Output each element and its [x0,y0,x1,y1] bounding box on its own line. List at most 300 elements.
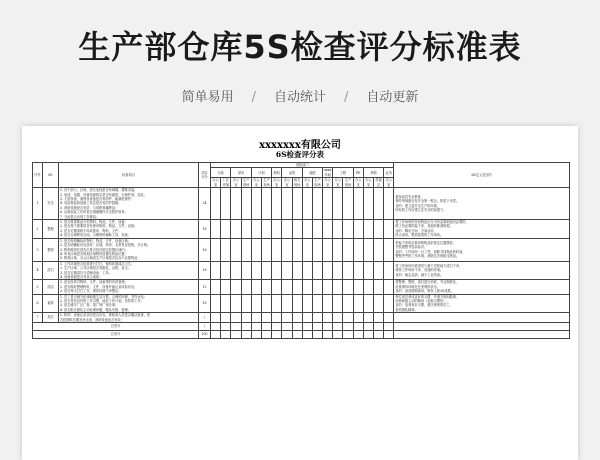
score-cell [353,280,363,294]
item-line: 3. 是否每天打扫工作，保持环境干净整洁； [60,289,122,294]
table-row [33,238,570,261]
row-seq: 3 [33,238,43,261]
item-line: 4. 是否合理利用空间，合理使用辅助工具，设备； [60,233,131,238]
score-cell [221,323,231,331]
table-row [33,188,570,220]
score-cell [323,294,333,313]
row-seq: 6 [33,294,43,313]
table-row [33,261,570,280]
sub-column-header: 办公室 [304,178,311,187]
score-cell [353,238,363,261]
sub-column-header: 生产现场 [242,178,250,187]
score-cell [343,280,353,294]
row-items [59,188,199,220]
item-line: 1. 是否经常对物料，文件，设备等的有效管理； [60,280,128,285]
full-score-row [33,331,570,339]
score-cell [292,331,302,339]
score-cell [374,294,384,313]
item-line: 5. 物料区域、办公区域或生产区域是否包含不必要物品； [60,256,141,261]
definition-line: 并放置整齐加以标识。 [395,245,428,250]
score-cell [261,261,271,280]
score-cell [241,261,251,280]
score-cell [231,280,241,294]
score-cell [363,294,373,313]
score-cell [302,261,312,280]
item-line: 3. 大型设备，测度设设备是否有防护、能最电保护； [60,197,135,202]
score-cell [211,220,221,239]
item-line: 2. 电线、电器、设备电源线实是否有破损，无保护套，杂乱； [60,192,147,197]
score-cell [374,261,384,280]
row-category: 整理 [43,220,59,239]
score-cell [363,331,373,339]
row-items [59,261,199,280]
item-line: 1. 工作环境是否经常进行打扫，保持环境清洁卫生； [60,261,135,266]
score-cell [333,323,343,331]
sub-column-header: 厂区环境 [222,178,229,187]
table-row [33,313,570,323]
score-cell [384,220,394,239]
score-cell [272,188,282,220]
score-cell [282,294,292,313]
row-score: 16 [199,238,211,261]
score-cell [384,280,394,294]
definition-line: 将整理、整顿、清扫进行到底，并且制度化， [395,280,460,285]
score-cell [333,280,343,294]
item-line: 4. 设备表面是否有灰尘油垢； [60,274,103,279]
score-cell [353,188,363,220]
total-row [33,323,570,331]
row-items [59,220,199,239]
definition-cell [394,331,569,339]
score-cell [302,238,312,261]
score-cell [221,261,231,280]
total-row-score: / [199,323,211,331]
feature-list [0,86,600,105]
score-cell [353,220,363,239]
row-items [59,280,199,294]
dept-header: PE [353,168,363,178]
score-cell [282,238,292,261]
score-cell [231,261,241,280]
score-cell [312,261,322,280]
table-row [33,220,570,239]
score-cell [261,280,271,294]
score-cell [384,323,394,331]
item-line: 3. 物料做到先进先出是否放在固定放置区域内； [60,247,128,252]
header-dept-group: 受检部门 [211,163,394,168]
score-cell [251,188,261,220]
row-category: 清洁 [43,280,59,294]
sub-column-header: 办公室 [232,178,240,187]
score-cell [282,220,292,239]
score-cell [261,238,271,261]
row-definition [394,188,569,220]
score-cell [384,261,394,280]
score-cell [384,313,394,323]
score-cell [312,280,322,294]
score-cell [363,188,373,220]
score-cell [384,331,394,339]
row-items [59,313,199,323]
header-items: 检查项目 [59,163,199,188]
item-line: 2. 是否明确标识存放有：区域，库房，无常见存放物，多合格； [60,243,151,248]
score-cell [282,261,292,280]
sub-column-header: 办公室 [355,178,362,187]
row-score: 16 [199,261,211,280]
score-cell [343,220,353,239]
row-category: 安全 [43,188,59,220]
score-cell [241,294,251,313]
row-category: 清扫 [43,261,59,280]
sub-column-header: 办公室 [283,178,291,187]
score-cell [251,331,261,339]
score-cell [312,220,322,239]
score-cell [272,261,282,280]
score-cell [272,280,282,294]
header-definition: 6S定义及目的 [394,163,569,188]
definition-line: 将工作场所的任何物品区分为有必要和没有必要的， [395,220,469,225]
definition-line: 营造团队精神。 [395,307,418,312]
score-cell [363,261,373,280]
score-cell [241,313,251,323]
row-items [59,294,199,313]
row-definition [394,238,569,261]
score-cell [231,188,241,220]
score-cell [312,238,322,261]
score-cell [333,331,343,339]
definition-line: 除了有必要的留下来，其他的都消除掉。 [395,224,453,229]
score-cell [312,331,322,339]
score-cell [312,313,322,323]
definition-line: 防止误用，塑造清爽的工作场所。 [395,233,444,238]
score-cell [384,238,394,261]
score-cell [211,261,221,280]
definition-line: 目的：培养有好习惯，遵守规则的员工， [395,303,453,308]
score-cell [374,323,384,331]
score-cell [221,220,231,239]
score-cell [231,294,241,313]
sub-column-header: 办公室 [212,178,219,187]
score-cell [261,220,271,239]
score-cell [211,294,221,313]
score-cell [261,331,271,339]
score-cell [211,313,221,323]
row-score: 16 [199,220,211,239]
row-score: 12 [199,280,211,294]
full-score-row-score: 100 [199,331,211,339]
score-cell [261,188,271,220]
score-cell [333,220,343,239]
dept-header: 计划 [251,168,271,178]
score-cell [292,323,302,331]
sub-column-header: 办公室 [273,178,280,187]
score-cell [353,331,363,339]
score-cell [292,313,302,323]
feature-easy: 简单易用 [181,90,234,105]
score-cell [374,280,384,294]
definition-line: 目的：工作场所一目了然，消除寻找物品的时间， [395,249,466,254]
row-category: 其它 [43,313,59,323]
score-cell [323,331,333,339]
spreadsheet-preview [22,126,578,460]
score-cell [292,294,302,313]
score-cell [312,188,322,220]
score-cell [241,188,251,220]
score-cell [343,261,353,280]
score-cell [241,331,251,339]
definition-line: 目的：腾出空间，空间活用， [395,228,437,233]
sub-column-header: 生产现场 [314,178,321,187]
score-cell [363,323,373,331]
score-cell [302,280,312,294]
score-cell [221,280,231,294]
item-line: 7. 当闲是否出现工伤事故； [60,214,100,219]
score-cell [333,313,343,323]
row-definition [394,220,569,239]
score-cell [231,323,241,331]
definition-line: 把留下来的必要用的物品依规定位置摆放， [395,240,456,245]
item-line: 否按照时后增发补正表，消防设备是否有效； [60,317,124,322]
score-cell [261,323,271,331]
sub-column-header: 办公室 [385,178,392,187]
score-cell [374,313,384,323]
score-cell [241,280,251,294]
score-cell [343,238,353,261]
feature-auto-stats: 自动统计 [273,90,326,105]
score-cell [302,220,312,239]
total-row-label: 总得分 [33,323,199,331]
company-name: xxxxxxx有限公司 [259,140,341,151]
score-cell [312,294,322,313]
score-cell [211,188,221,220]
page-title: 生产部仓库5S检查评分标准表 [78,28,522,66]
definition-line: 所有的工作应建立在安全的前提下。 [395,208,447,213]
score-cell [282,280,292,294]
score-cell [333,294,343,313]
header-row-group [33,163,570,168]
definition-line: 保持工作场所干净、亮丽的环境。 [395,268,444,273]
score-cell [333,238,343,261]
definition-cell [394,323,569,331]
score-cell [333,261,343,280]
score-cell [221,313,231,323]
score-cell [302,188,312,220]
sub-column-header: 办公室 [324,178,331,187]
dept-header: 采购 [363,168,383,178]
score-cell [211,323,221,331]
score-cell [251,238,261,261]
header-seq: 序号 [33,163,43,188]
score-cell [261,313,271,323]
score-cell [251,280,261,294]
score-cell [251,261,261,280]
score-cell [272,331,282,339]
score-cell [302,313,312,323]
row-definition [394,294,569,313]
score-table [32,162,570,339]
definition-line: 目的：稳定品质，减少工业伤害。 [395,272,444,277]
score-cell [241,323,251,331]
header-score: 项目评分 [199,163,211,188]
score-cell [221,294,231,313]
item-line: 5. 消防设施是否有效、与易燃易爆物品； [60,205,119,210]
sub-column-header: 生产现场 [263,178,270,187]
row-definition [394,261,569,280]
score-cell [323,261,333,280]
score-cell [231,220,241,239]
score-cell [363,238,373,261]
row-category: 整顿 [43,238,59,261]
score-cell [211,238,221,261]
dept-header: 品管 [282,168,302,178]
score-cell [251,323,261,331]
dept-header: 财务 [231,168,251,178]
score-cell [353,294,363,313]
definition-line: 每时每刻都在有安全第一观念，防患于未然。 [395,199,460,204]
sub-column-header: 办公室 [253,178,260,187]
item-line: 2. 是否具有良好的工作习惯，能好工作计划，有效的工作； [60,298,144,303]
score-cell [323,323,333,331]
row-score: 16 [199,294,211,313]
score-cell [343,188,353,220]
header-category: 6S [43,163,59,188]
score-cell [231,331,241,339]
score-cell [343,323,353,331]
sheet-subtitle: 6S检查评分表 [275,150,325,159]
score-cell [282,188,292,220]
score-cell [363,313,373,323]
row-score: / [199,313,211,323]
row-seq: 7 [33,313,43,323]
item-line: 1. 各个部门，区域、部位电线是否有绑缠，摸要求接； [60,188,138,193]
item-line: 4. 是否配合团队主动处理问题，服从安排，管理； [60,307,131,312]
score-cell [241,220,251,239]
score-cell [343,331,353,339]
score-cell [353,261,363,280]
dept-header: 物料 [272,168,282,178]
definition-line: 每位成员养成良好的习惯，并遵守规则做事， [395,294,460,299]
score-cell [302,323,312,331]
item-line: 1. 员工是否遵守纪律积极生活习惯，合理的用餐，节约水电； [60,294,147,299]
separator: / [251,90,256,105]
score-cell [251,220,261,239]
score-cell [221,188,231,220]
score-cell [241,238,251,261]
score-cell [272,220,282,239]
definition-line: 目的：建立起安全生产的环境， [395,203,440,208]
definition-line: 整整齐齐的工作环境，消除过多的积压物品。 [395,254,460,259]
dept-header: 行政 [211,168,231,178]
score-cell [292,280,302,294]
score-cell [374,331,384,339]
score-cell [363,280,373,294]
score-cell [211,331,221,339]
score-cell [261,294,271,313]
score-cell [251,313,261,323]
sub-column-header: 办公室 [365,178,372,187]
item-line: 3. 是否定期清扫与清理设备，工具； [60,270,112,275]
score-cell [384,294,394,313]
definition-line: 重视成员安全教育， [395,194,425,199]
score-cell [374,220,384,239]
item-line: 1. 防汛：设备记录状况是否存在，被检查人员是否服从检查，是 [60,313,151,318]
score-cell [333,188,343,220]
item-line: 6. 从事危险工作时是否遵循操作安全防护用具； [60,210,128,215]
score-cell [323,220,333,239]
score-cell [323,238,333,261]
sub-column-header: 生产现场 [344,178,352,187]
item-line: 2. 生产区域、公共区域是否有脏乱，杂物，灰尘； [60,266,131,271]
score-cell [343,294,353,313]
score-cell [323,280,333,294]
separator: / [344,90,349,105]
score-cell [292,261,302,280]
score-cell [384,188,394,220]
score-cell [292,220,302,239]
score-cell [374,238,384,261]
row-seq: 4 [33,261,43,280]
score-cell [302,331,312,339]
dept-header: 业务 [384,168,394,178]
score-cell [221,331,231,339]
score-cell [282,331,292,339]
item-line: 2. 是否将不需要的各有使用物料，物品，文件，设备； [60,224,138,229]
row-seq: 5 [33,280,43,294]
item-line: 3. 是否定期清除不用或废弃，物料，文件； [60,228,122,233]
row-score: 24 [199,188,211,220]
score-cell [282,313,292,323]
score-cell [272,238,282,261]
score-cell [231,313,241,323]
sub-column-header: 办公室 [334,178,342,187]
score-cell [312,323,322,331]
definition-line: 培养积极主动的精神（也称习惯性）。 [395,298,450,303]
item-line: 1. 是否将需要品分类物料，物品，文件，设备； [60,220,128,225]
dept-header: 装配 [302,168,322,178]
item-line: 4. 所有区域是否规划区域物料放置处物品位置； [60,251,128,256]
score-cell [221,238,231,261]
feature-auto-update: 自动更新 [366,90,419,105]
table-row [33,294,570,313]
score-cell [353,323,363,331]
item-line: 1. 是否有明确标识物料，物品，文件，设备区域； [60,238,131,243]
score-cell [272,294,282,313]
item-line: 3. 是否遵守厂区厂规，按厂规厂规办事； [60,303,119,308]
row-items [59,238,199,261]
score-cell [211,280,221,294]
score-cell [343,313,353,323]
sub-column-header: 样板区 [375,178,382,187]
row-category: 素养 [43,294,59,313]
full-score-row-label: 总得分 [33,331,199,339]
score-cell [231,238,241,261]
row-seq: 1 [33,188,43,220]
score-cell [282,323,292,331]
score-cell [272,313,282,323]
score-cell [323,313,333,323]
row-definition [394,313,569,323]
definition-line: 经常保持环境处在美观的状态。 [395,284,440,289]
score-cell [302,294,312,313]
score-cell [363,220,373,239]
score-cell [323,188,333,220]
row-definition [394,280,569,294]
score-cell [272,323,282,331]
definition-line: 将工作场所内看得见与看不见的地方清扫干净， [395,263,463,268]
table-row [33,280,570,294]
dept-header: 工程 [333,168,353,178]
sub-column-header: 相关现场 [293,178,301,187]
